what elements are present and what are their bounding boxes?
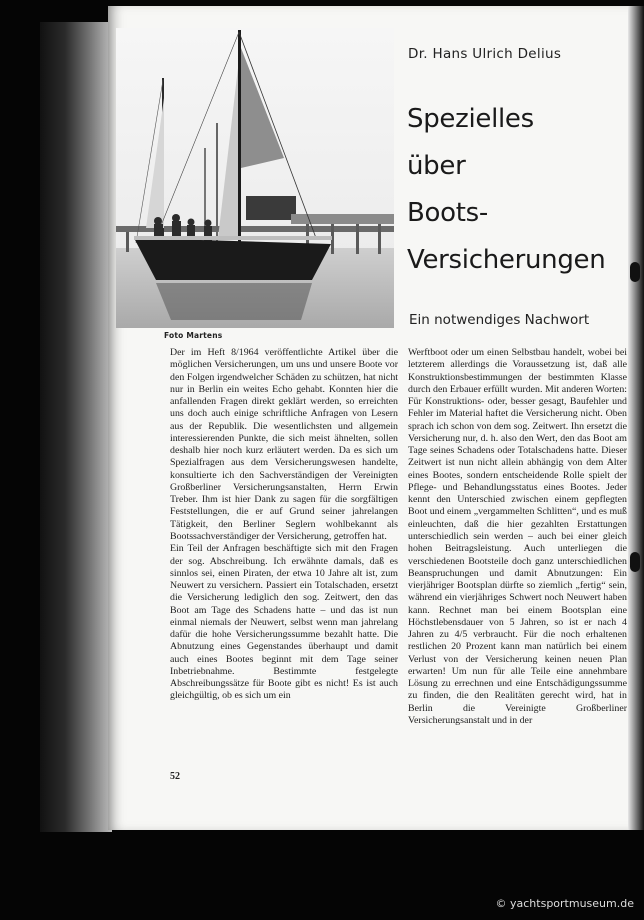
photo-credit: Foto Martens — [164, 331, 223, 340]
page-right-edge — [628, 6, 644, 830]
right-text-column — [408, 347, 627, 727]
paragraph: Ein Teil der Anfragen beschäftigte sich mit den Fragen der sog. Abschreibung. Ich erwähnte damals, daß es sinnlos sei, einen Piraten, der etwa 10 Jahre alt ist, zum Neuwert zu versichern. Passiert ein Totalschaden, ersetzt die Versicherung lediglich den sog. Zeitwert, den das Boot am Tage des Schadens hatte – und das ist nun einmal niemals der Neuwert, selbst wenn man jahrelang dafür die hohe Versicherungssumme bezahlt hatte. Die Abnutzung eines Gegenstandes überhaupt und damit auch eines Bootes beginnt mit dem Tage seiner Inbetriebnahme. Bestimmte festgelegte Abschreibungssätze für Boote gibt es nicht! Es ist auch gleichgültig, ob es sich um ein — [170, 543, 398, 702]
left-text-column — [170, 347, 398, 703]
article-author: Dr. Hans Ulrich Delius — [408, 46, 562, 62]
paragraph: Werftboot oder um einen Selbstbau handelt, wobei bei letzterem allerdings die Voraussetzung ist, daß alle Konstruktionsbestimmungen der bestimmten Klasse durch den Erbauer erfüllt wurden. Mit anderen Worten: Für Konstruktions- oder, besser gesagt, Baufehler und Fehler im Material haftet die Versicherung nicht. Oben sprach ich schon von dem sog. Zeitwert. Ihn ersetzt die Versicherung nur, d. h. also den Wert, den das Boot am Tage seines Schadens oder Totalschadens hatte. Dieser Zeitwert ist nun nicht allein abhängig von dem Alter eines Bootes, sondern entscheidende Rolle spielt der Pflege- und Behandlungsstatus eines Bootes. Jeder kennt den Unterschied zwischen einem gepflegten Boot und einem „vergammelten Schlitten“, und es muß einleuchten, daß die hier gezahlten Erstattungen unterschiedlich sein werden – auch bei einer gleich hohen Beitragsleistung. Auch unterliegen die verschiedenen Bootsteile doch ganz unterschiedlichen Beanspruchungen und damit Abnutzungen: Ein vierjähriger Bootsplan dürfte so ziemlich „fertig“ sein, während ein vierjähriges Schwert noch Neuwert haben kann. Rechnet man bei einem Bootsplan eine Höchstlebensdauer von 5 Jahren, so ist er nach 4 Jahren zu 4/5 verbraucht. Für die noch erhaltenen restlichen 20 Prozent kann man natürlich bei einem Verlust von der Versicherung keinen neuen Plan erwarten! Um nun für alle Teile eine annehmbare Lösung zu errechnen und eine Entschädigungssumme zu finden, die den Realitäten gerecht wird, hat in Berlin die Vereinigte Großberliner Versicherungsanstalt und in der — [408, 347, 627, 726]
article-subtitle: Ein notwendiges Nachwort — [409, 312, 590, 328]
title-line: über — [407, 151, 466, 181]
title-line: Versicherungen — [407, 245, 606, 275]
book-binding-edge — [40, 22, 112, 832]
copyright-watermark: © yachtsportmuseum.de — [495, 897, 634, 910]
binding-mark-icon — [630, 552, 640, 572]
paragraph: Der im Heft 8/1964 veröffentlichte Artikel über die möglichen Versicherungen, um uns und unsere Boote vor den Folgen irgendwelcher Schäden zu schützen, hat nicht nur in Berlin ein weites Echo gehabt. Konnten hier die anfallenden Fragen direkt geklärt werden, so erreichten uns doch auch einige schriftliche Anfragen von Lesern aus der Republik. Die wesentlichsten und allgemein interessierenden Punkte, die sich meist ähnelten, sollen deshalb hier noch kurz erläutert werden. Da es sich um Spezialfragen aus dem Versicherungswesen handelte, konsultierte ich den Sachverständigen der Vereinigten Großberliner Versicherungsanstalten, Herrn Erwin Treber. Ihm ist hier Dank zu sagen für die sorgfältigen Feststellungen, die er auf Grund seiner jahrelangen Tätigkeit, den Berliner Seglern wohlbekannt als Bootssachverständiger der Versicherung, getroffen hat. — [170, 347, 398, 542]
title-line: Spezielles — [407, 104, 534, 134]
article-title — [407, 96, 629, 284]
title-line: Boots- — [407, 198, 488, 228]
sailing-yacht-photo — [116, 28, 394, 328]
binding-mark-icon — [630, 262, 640, 282]
page-number: 52 — [170, 771, 180, 782]
